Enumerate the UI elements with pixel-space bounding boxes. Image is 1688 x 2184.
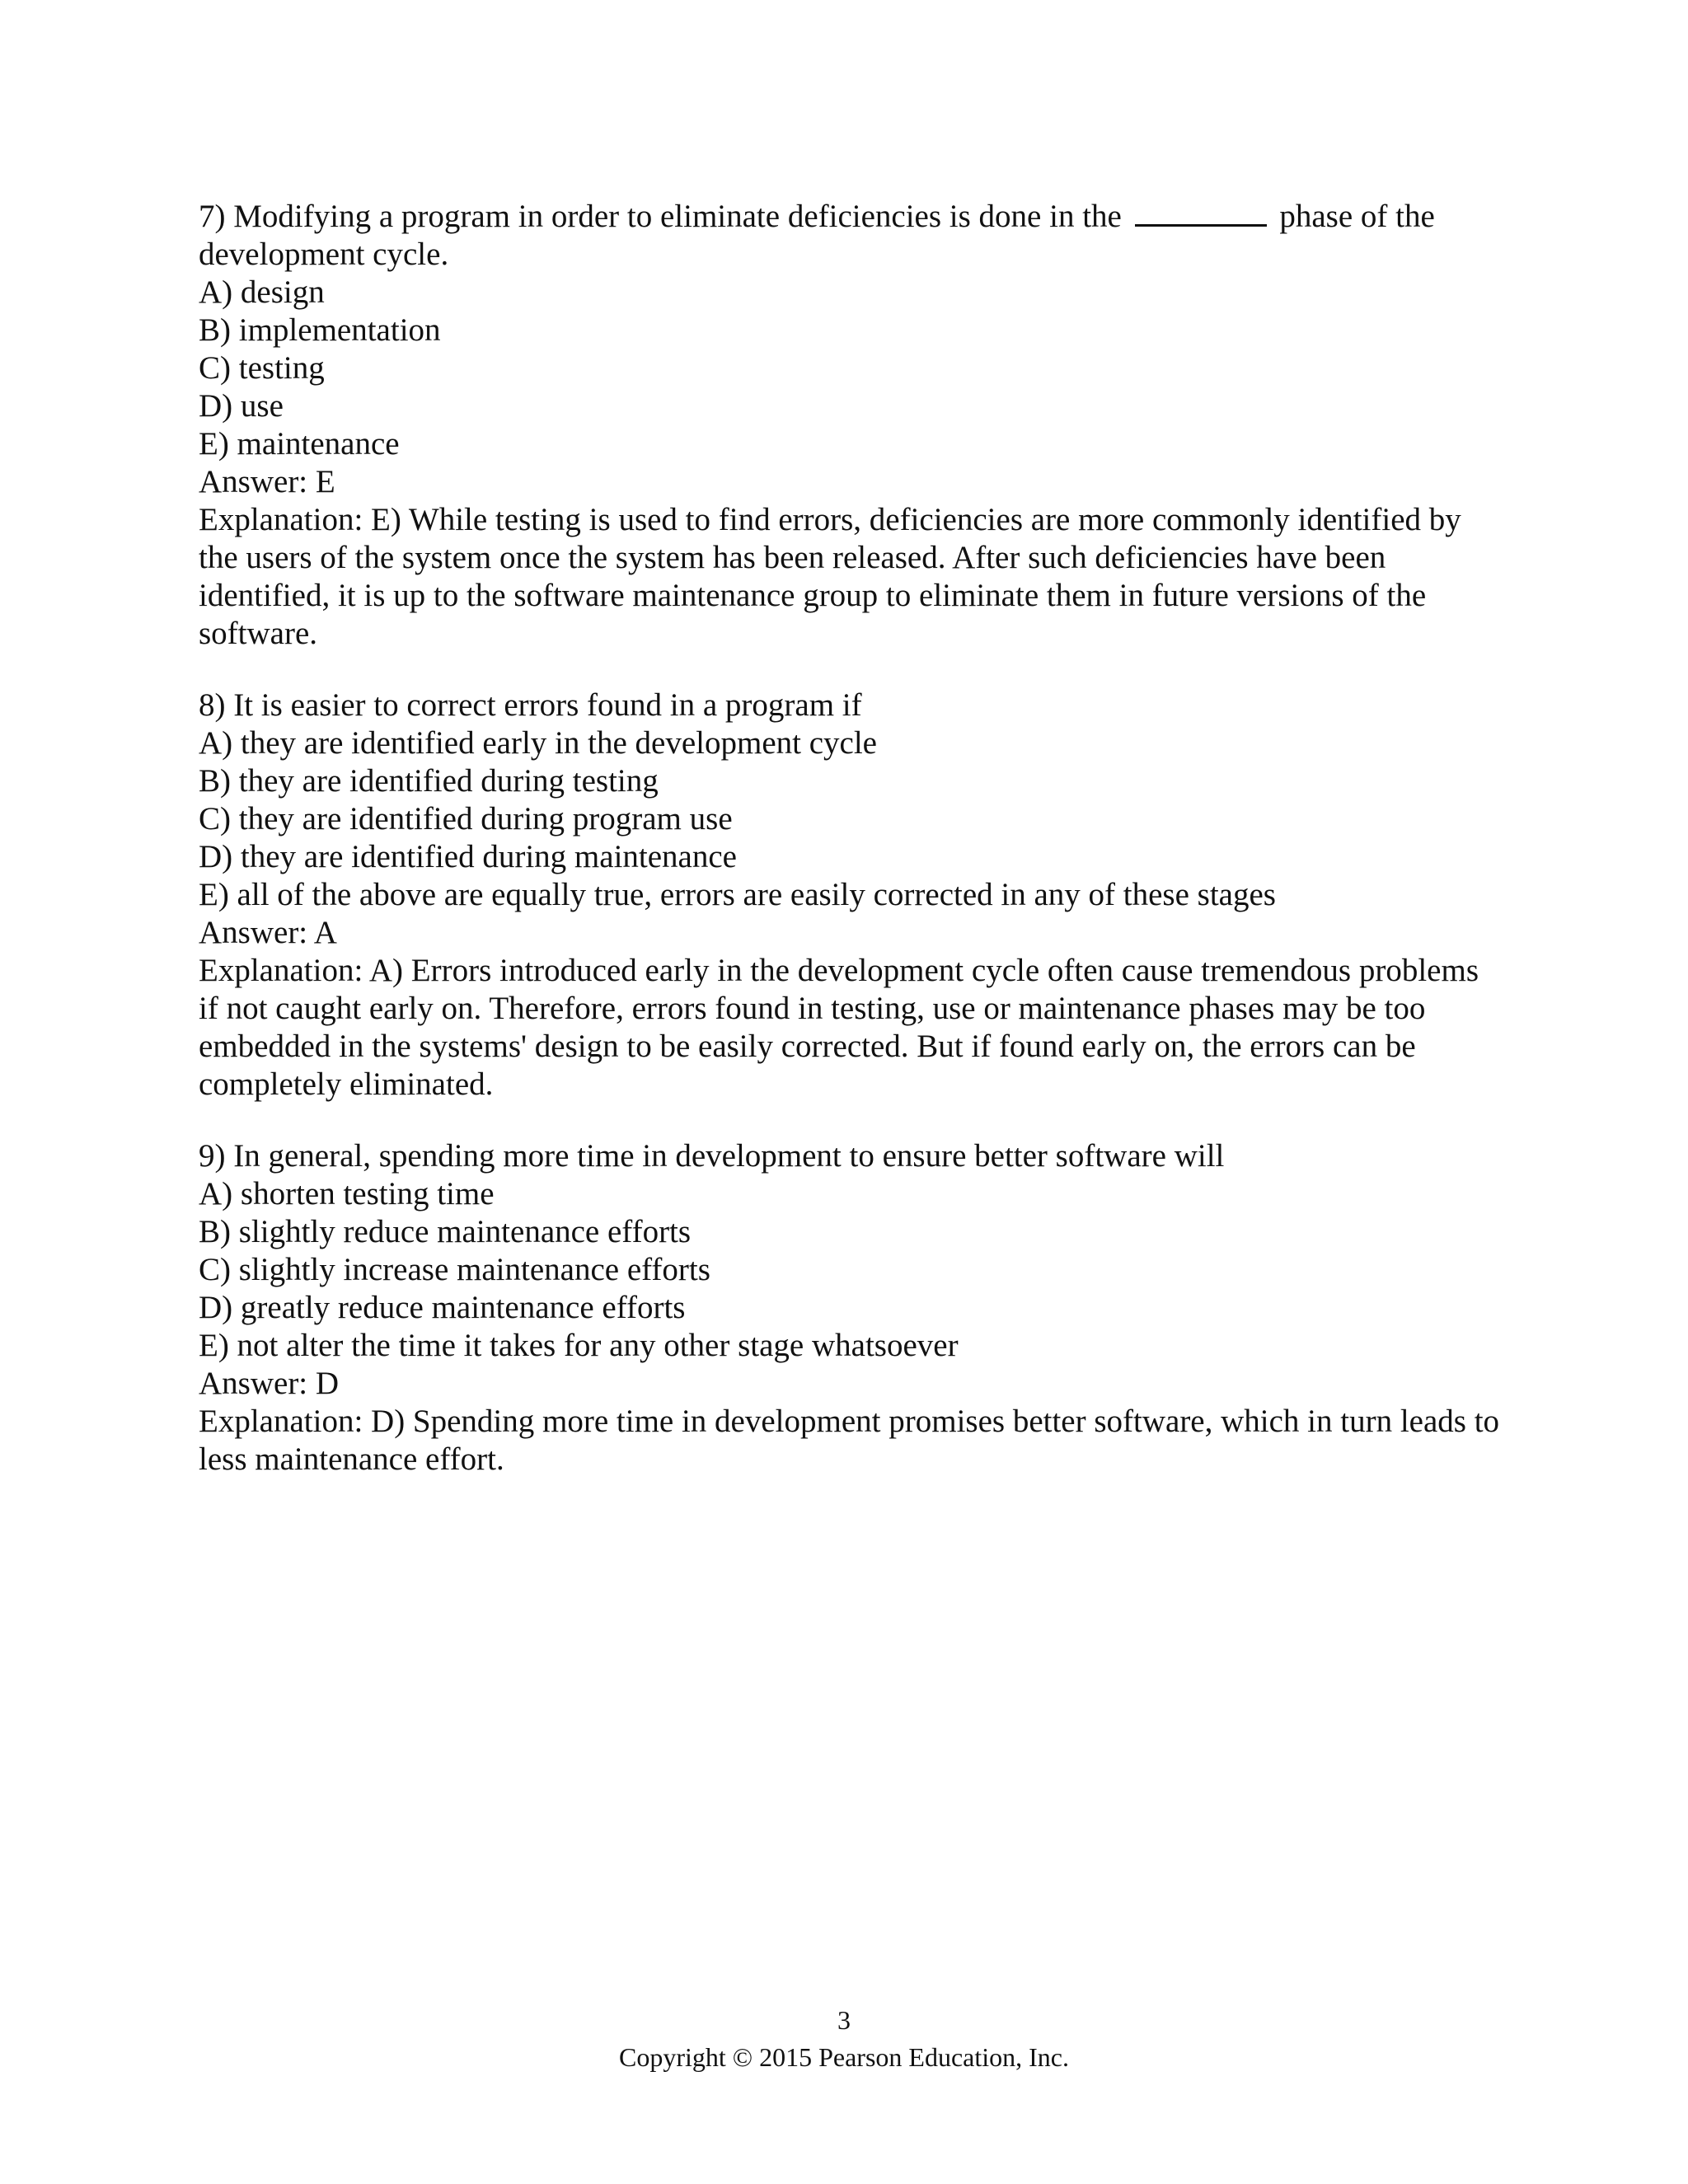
option-d: D) they are identified during maintenance — [199, 839, 737, 874]
answer: Answer: D — [199, 1366, 340, 1401]
question-stem: 8) It is easier to correct errors found in a program if — [199, 687, 862, 723]
copyright-notice: Copyright © 2015 Pearson Education, Inc. — [619, 2042, 1069, 2072]
option-e: E) not alter the time it takes for any other stage whatsoever — [199, 1328, 959, 1363]
option-a: A) shorten testing time — [199, 1176, 495, 1212]
option-e: E) all of the above are equally true, errors are easily corrected in any of these stages — [199, 877, 1276, 912]
option-d: D) use — [199, 388, 284, 424]
option-c: C) they are identified during program use — [199, 801, 733, 837]
option-a: A) design — [199, 274, 325, 310]
option-d: D) greatly reduce maintenance efforts — [199, 1290, 686, 1325]
answer: Answer: A — [199, 915, 337, 950]
option-c: C) slightly increase maintenance efforts — [199, 1252, 710, 1287]
option-b: B) slightly reduce maintenance efforts — [199, 1214, 692, 1249]
option-a: A) they are identified early in the development cycle — [199, 725, 877, 761]
question-stem: 9) In general, spending more time in development to ensure better software will — [199, 1138, 1225, 1174]
question-list — [199, 198, 1501, 1512]
option-b: B) implementation — [199, 312, 441, 348]
question-stem — [199, 198, 1501, 274]
explanation: Explanation: A) Errors introduced early in the development cycle often cause tremendous problems if not caught early on. Therefore, errors found in testing, use or maintenance phases may be too embedded in the systems' design to be easily corrected. But if found early on, the errors can be completely eliminated. — [199, 953, 1479, 1102]
explanation: Explanation: E) While testing is used to find errors, deficiencies are more commonly identified by the users of the system once the system has been released. After such deficiencies have been identified, it is up to the software maintenance group to eliminate them in future versions of the software. — [199, 502, 1461, 651]
option-b: B) they are identified during testing — [199, 763, 659, 799]
answer: Answer: E — [199, 464, 335, 499]
question-8 — [199, 687, 1501, 1104]
option-c: C) testing — [199, 350, 325, 386]
fill-in-blank — [1135, 199, 1267, 227]
page-number: 3 — [837, 2005, 851, 2035]
question-stem-end: phase of the development cycle. — [199, 199, 1435, 272]
question-stem-start: 7) Modifying a program in order to eliminate deficiencies is done in the — [199, 199, 1122, 234]
question-9 — [199, 1137, 1501, 1479]
explanation: Explanation: D) Spending more time in development promises better software, which in turn leads to less maintenance effort. — [199, 1404, 1500, 1477]
option-e: E) maintenance — [199, 426, 400, 462]
question-7 — [199, 198, 1501, 653]
